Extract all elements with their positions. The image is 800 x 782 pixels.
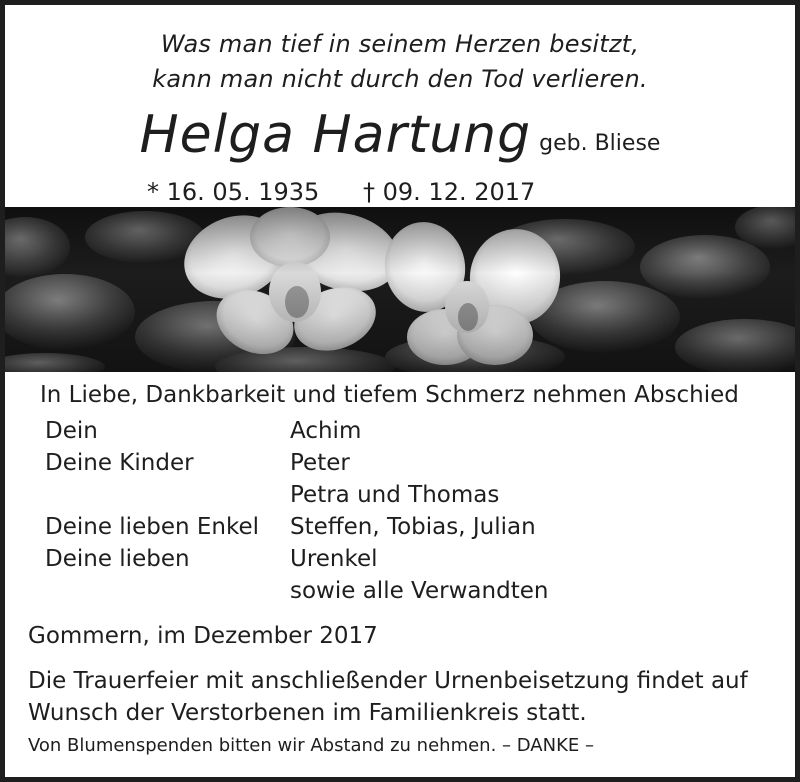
mourner-relation: Deine Kinder	[45, 450, 194, 476]
place-and-date: Gommern, im Dezember 2017	[28, 623, 378, 649]
deceased-name-row	[5, 105, 795, 165]
mourner-relation: Deine lieben	[45, 546, 190, 572]
orchid-photo-graphic	[5, 207, 795, 372]
mourner-relation: Deine lieben Enkel	[45, 514, 260, 540]
mourner-names: Petra und Thomas	[290, 482, 500, 508]
mourner-row	[5, 447, 795, 479]
flowers-note: Von Blumenspenden bitten wir Abstand zu nehmen. – DANKE –	[28, 735, 594, 756]
birth-date: * 16. 05. 1935	[147, 178, 320, 206]
mourner-names: Urenkel	[290, 546, 378, 572]
birth-name: geb. Bliese	[539, 131, 661, 156]
mourner-names: sowie alle Verwandten	[290, 578, 549, 604]
death-date: † 09. 12. 2017	[363, 178, 536, 206]
deceased-name: Helga Hartung	[139, 105, 532, 165]
mourner-row	[5, 543, 795, 575]
motto	[5, 27, 795, 97]
funeral-notice	[28, 665, 748, 729]
motto-line-2: kann man nicht durch den Tod verlieren.	[152, 65, 648, 93]
farewell-intro: In Liebe, Dankbarkeit und tiefem Schmerz nehmen Abschied	[40, 382, 739, 408]
funeral-notice-line-1: Die Trauerfeier mit anschließender Urnenbeisetzung findet auf	[28, 668, 748, 694]
mourner-row	[5, 511, 795, 543]
mourner-row	[5, 575, 795, 607]
mourner-row	[5, 415, 795, 447]
orchid-photo	[5, 207, 795, 372]
mourner-names: Peter	[290, 450, 350, 476]
mourner-relation: Dein	[45, 418, 98, 444]
funeral-notice-line-2: Wunsch der Verstorbenen im Familienkreis statt.	[28, 700, 587, 726]
mourner-names: Achim	[290, 418, 362, 444]
motto-line-1: Was man tief in seinem Herzen besitzt,	[160, 30, 640, 58]
mourner-names: Steffen, Tobias, Julian	[290, 514, 536, 540]
mourner-row	[5, 479, 795, 511]
